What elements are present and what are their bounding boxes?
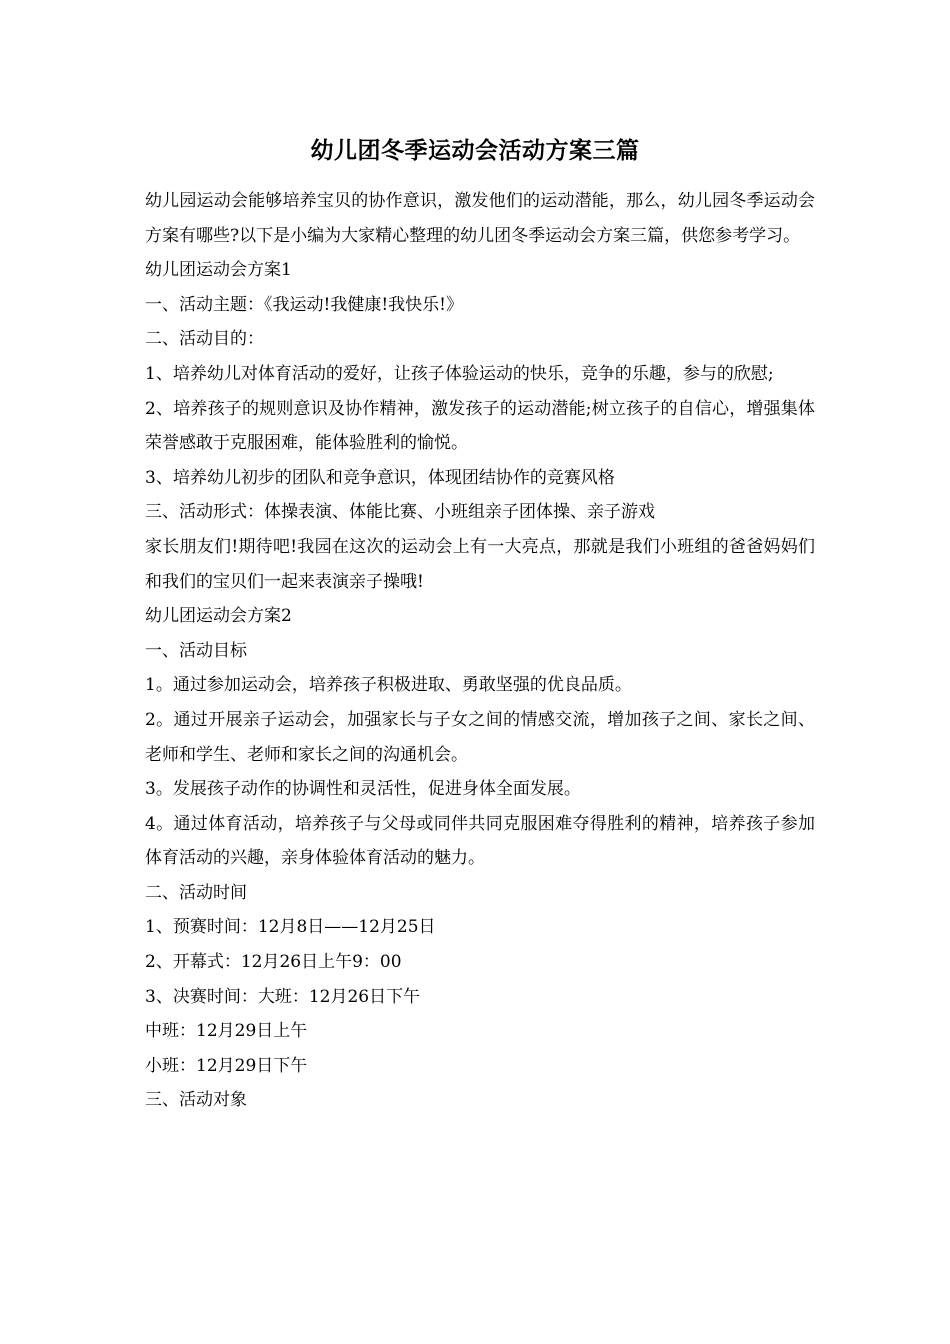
paragraph: 二、活动时间 [145, 882, 247, 903]
paragraph: 三、活动形式：体操表演、体能比赛、小班组亲子团体操、亲子游戏 [145, 502, 655, 523]
paragraph: 1、培养幼儿对体育活动的爱好，让孩子体验运动的快乐，竞争的乐趣，参与的欣慰; [145, 363, 774, 384]
paragraph: 一、活动目标 [145, 640, 247, 661]
paragraph: 2、开幕式：12月26日上午9：00 [145, 952, 402, 973]
paragraph: 3、培养幼儿初步的团队和竞争意识，体现团结协作的竞赛风格 [145, 467, 615, 488]
paragraph: 4。通过体育活动，培养孩子与父母或同伴共同克服困难夺得胜利的精神，培养孩子参加体育活动的兴趣，亲身体验体育活动的魅力。 [145, 813, 815, 869]
paragraph: 小班：12月29日下午 [145, 1055, 308, 1076]
paragraph: 3、决赛时间：大班：12月26日下午 [145, 986, 421, 1007]
paragraph-intro: 幼儿园运动会能够培养宝贝的协作意识，激发他们的运动潜能，那么，幼儿园冬季运动会方案有哪些?以下是小编为大家精心整理的幼儿团冬季运动会方案三篇，供您参考学习。 [145, 191, 815, 246]
section-heading-plan-1: 幼儿团运动会方案1 [145, 260, 292, 281]
paragraph: 一、活动主题：《我运动!我健康!我快乐!》 [145, 294, 463, 315]
paragraph: 2、培养孩子的规则意识及协作精神，激发孩子的运动潜能;树立孩子的自信心，增强集体荣誉感敢于克服困难，能体验胜利的愉悦。 [145, 398, 815, 454]
paragraph: 2。通过开展亲子运动会，加强家长与子女之间的情感交流，增加孩子之间、家长之间、老师和学生、老师和家长之间的沟通机会。 [145, 709, 815, 765]
paragraph: 3。发展孩子动作的协调性和灵活性，促进身体全面发展。 [145, 779, 581, 800]
document-title: 幼儿团冬季运动会活动方案三篇 [310, 137, 640, 164]
paragraph: 家长朋友们!期待吧!我园在这次的运动会上有一大亮点，那就是我们小班组的爸爸妈妈们和我们的宝贝们一起来表演亲子操哦! [145, 536, 815, 592]
paragraph: 1。通过参加运动会，培养孩子积极进取、勇敢坚强的优良品质。 [145, 675, 632, 696]
paragraph: 二、活动目的： [145, 329, 264, 350]
section-heading-plan-2: 幼儿团运动会方案2 [145, 606, 292, 627]
document-body [145, 184, 815, 1118]
paragraph: 三、活动对象 [145, 1090, 247, 1111]
paragraph: 中班：12月29日上午 [145, 1021, 308, 1042]
paragraph: 1、预赛时间：12月8日——12月25日 [145, 917, 436, 938]
